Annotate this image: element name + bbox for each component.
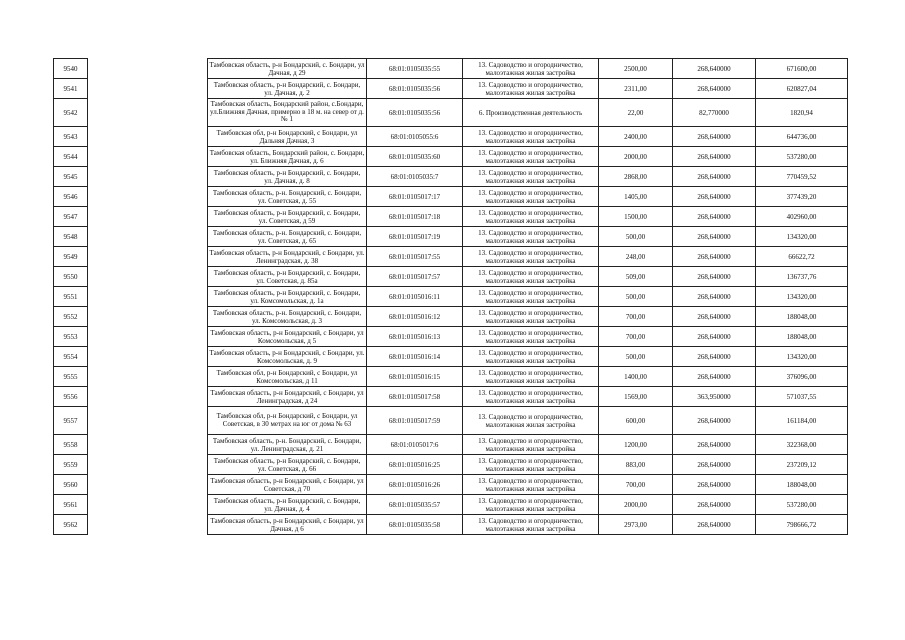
area-cell: 700,00: [599, 307, 673, 327]
specific-value-cell: 268,640000: [673, 367, 756, 387]
row-number: 9544: [54, 147, 88, 167]
area-cell: 248,00: [599, 247, 673, 267]
cadastral-value-cell: 770459,52: [756, 167, 848, 187]
cadastral-value-cell: 322368,00: [756, 435, 848, 455]
row-number: 9546: [54, 187, 88, 207]
address-cell: Тамбовская область, р-н Бондарский, с Бондари, ул. Ленинградская, д. 38: [209, 248, 365, 265]
specific-value-cell: 363,950000: [673, 387, 756, 407]
specific-value-cell: 268,640000: [673, 207, 756, 227]
cadastral-number-cell: 68:01:0105016:12: [367, 307, 463, 327]
spacer-cell: [88, 227, 208, 247]
spacer-cell: [88, 515, 208, 535]
area-cell: 1400,00: [599, 367, 673, 387]
table-row: [54, 187, 848, 207]
area-cell: 883,00: [599, 455, 673, 475]
land-use-cell: 13. Садоводство и огородничество, малоэтажная жилая застройка: [463, 307, 599, 327]
row-number: 9558: [54, 435, 88, 455]
area-cell: 2973,00: [599, 515, 673, 535]
land-use-cell: 13. Садоводство и огородничество, малоэтажная жилая застройка: [463, 455, 599, 475]
cadastral-number-cell: 68:01:0105035:55: [367, 59, 463, 79]
specific-value-cell: 268,640000: [673, 127, 756, 147]
cadastral-value-cell: 376096,00: [756, 367, 848, 387]
specific-value-cell: 268,640000: [673, 147, 756, 167]
cadastral-number-cell: 68:01:0105016:26: [367, 475, 463, 495]
cadastral-number-cell: 68:01:0105017:59: [367, 407, 463, 435]
row-number: 9556: [54, 387, 88, 407]
area-cell: 500,00: [599, 287, 673, 307]
land-use-cell: 13. Садоводство и огородничество, малоэтажная жилая застройка: [463, 59, 599, 79]
row-number: 9543: [54, 127, 88, 147]
land-use-cell: 13. Садоводство и огородничество, малоэтажная жилая застройка: [463, 207, 599, 227]
cadastral-number-cell: 68:01:0105035:57: [367, 495, 463, 515]
area-cell: 700,00: [599, 475, 673, 495]
address-cell: Тамбовская область, р-н Бондарский, с Бондари, ул. Комсомольская, д. 9: [209, 348, 365, 365]
cadastral-value-cell: 402960,00: [756, 207, 848, 227]
cadastral-value-cell: 377439,20: [756, 187, 848, 207]
area-cell: 2400,00: [599, 127, 673, 147]
table-row: [54, 287, 848, 307]
table-row: [54, 147, 848, 167]
spacer-cell: [88, 367, 208, 387]
specific-value-cell: 268,640000: [673, 407, 756, 435]
cadastral-number-cell: 68:01:0105035:58: [367, 515, 463, 535]
cadastral-value-cell: 644736,00: [756, 127, 848, 147]
cadastral-number-cell: 68:01:0105017:17: [367, 187, 463, 207]
table-row: [54, 79, 848, 99]
address-cell: Тамбовская область, Бондарский район, с.Бондари, ул.Ближняя Дачная, примерно в 18 м. на север от д. № 1: [208, 99, 367, 127]
cadastral-number-cell: 68:01:0105017:57: [367, 267, 463, 287]
spacer-cell: [88, 187, 208, 207]
cadastral-value-cell: 188048,00: [756, 327, 848, 347]
table-row: [54, 59, 848, 79]
cadastral-value-cell: 620827,04: [756, 79, 848, 99]
area-cell: 600,00: [599, 407, 673, 435]
specific-value-cell: 268,640000: [673, 287, 756, 307]
table-row: [54, 267, 848, 287]
address-cell: Тамбовская область, р-н. Бондарский, с. Бондари, ул. Ленинградская, д. 21: [208, 435, 367, 455]
area-cell: 2000,00: [599, 495, 673, 515]
spacer-cell: [88, 387, 208, 407]
cadastral-value-cell: 134320,00: [756, 347, 848, 367]
specific-value-cell: 268,640000: [673, 247, 756, 267]
specific-value-cell: 268,640000: [673, 79, 756, 99]
row-number: 9540: [54, 59, 88, 79]
table-body: [54, 59, 848, 535]
land-use-cell: 13. Садоводство и огородничество, малоэтажная жилая застройка: [463, 387, 599, 407]
table-row: [54, 99, 848, 127]
cadastral-number-cell: 68:01:0105035:56: [367, 79, 463, 99]
cadastral-value-cell: 188048,00: [756, 475, 848, 495]
cadastral-number-cell: 68:01:0105016:15: [367, 367, 463, 387]
row-number: 9562: [54, 515, 88, 535]
table-row: [54, 347, 848, 367]
document-sheet: [53, 58, 848, 535]
row-number: 9549: [54, 247, 88, 267]
cadastral-number-cell: 68:01:0105016:11: [367, 287, 463, 307]
table-row: [54, 127, 848, 147]
cadastral-value-cell: 571037,55: [756, 387, 848, 407]
area-cell: 2500,00: [599, 59, 673, 79]
land-use-cell: 13. Садоводство и огородничество, малоэтажная жилая застройка: [463, 367, 599, 387]
row-number: 9548: [54, 227, 88, 247]
cadastral-value-cell: 798666,72: [756, 515, 848, 535]
address-cell: Тамбовская область, Бондарский район, с. Бондари, ул. Ближняя Дачная, д. 6: [208, 147, 367, 167]
address-cell: Тамбовская область, р-н Бондарский, с Бондари, ул Ленинградская, д 24: [208, 387, 367, 407]
specific-value-cell: 268,640000: [673, 59, 756, 79]
cadastral-value-cell: 671600,00: [756, 59, 848, 79]
cadastral-value-cell: 66622,72: [756, 247, 848, 267]
row-number: 9541: [54, 79, 88, 99]
row-number: 9560: [54, 475, 88, 495]
specific-value-cell: 268,640000: [673, 495, 756, 515]
land-use-cell: 13. Садоводство и огородничество, малоэтажная жилая застройка: [463, 435, 599, 455]
land-use-cell: 13. Садоводство и огородничество, малоэтажная жилая застройка: [463, 127, 599, 147]
table-row: [54, 327, 848, 347]
address-cell: Тамбовская область, р-н Бондарский, с. Бондари, ул. Советская, д. 85а: [208, 267, 367, 287]
row-number: 9542: [54, 99, 88, 127]
cadastral-number-cell: 68:01:0105035:56: [367, 99, 463, 127]
cadastral-number-cell: 68:01:0105016:25: [367, 455, 463, 475]
land-use-cell: 13. Садоводство и огородничество, малоэтажная жилая застройка: [463, 515, 599, 535]
spacer-cell: [88, 207, 208, 227]
specific-value-cell: 268,640000: [673, 455, 756, 475]
address-cell: Тамбовская область, р-н Бондарский, с. Бондари, ул Дачная, д 29: [209, 60, 365, 77]
land-use-cell: 13. Садоводство и огородничество, малоэтажная жилая застройка: [463, 287, 599, 307]
spacer-cell: [88, 327, 208, 347]
row-number: 9554: [54, 347, 88, 367]
row-number: 9547: [54, 207, 88, 227]
table-row: [54, 167, 848, 187]
row-number: 9550: [54, 267, 88, 287]
cadastral-value-cell: 134320,00: [756, 287, 848, 307]
table-row: [54, 387, 848, 407]
row-number: 9561: [54, 495, 88, 515]
table-row: [54, 435, 848, 455]
area-cell: 509,00: [599, 267, 673, 287]
row-number: 9551: [54, 287, 88, 307]
table-row: [54, 495, 848, 515]
specific-value-cell: 268,640000: [673, 187, 756, 207]
address-cell: Тамбовская область, р-н Бондарский, с. Бондари, ул. Советская, д. 66: [208, 455, 367, 475]
specific-value-cell: 268,640000: [673, 327, 756, 347]
table-row: [54, 307, 848, 327]
cadastral-value-cell: 134320,00: [756, 227, 848, 247]
cadastral-value-cell: 537280,00: [756, 495, 848, 515]
address-cell: Тамбовская область, р-н Бондарский, с. Бондари, ул. Советская, д 59: [208, 207, 367, 227]
area-cell: 1500,00: [599, 207, 673, 227]
spacer-cell: [88, 267, 208, 287]
spacer-cell: [88, 347, 208, 367]
address-cell: Тамбовская обл, р-н Бондарский, с Бондари, ул Дальняя Дачная, 3: [208, 127, 367, 147]
table-row: [54, 455, 848, 475]
cadastral-number-cell: 68:01:0105017:58: [367, 387, 463, 407]
row-number: 9552: [54, 307, 88, 327]
land-use-cell: 13. Садоводство и огородничество, малоэтажная жилая застройка: [463, 407, 599, 435]
area-cell: 1569,00: [599, 387, 673, 407]
cadastral-value-cell: 537280,00: [756, 147, 848, 167]
address-cell: Тамбовская область, р-н. Бондарский, с. Бондари, ул. Советская, д. 55: [208, 187, 367, 207]
spacer-cell: [88, 59, 208, 79]
table-row: [54, 227, 848, 247]
cadastral-value-cell: 1820,94: [756, 99, 848, 127]
area-cell: 500,00: [599, 227, 673, 247]
address-cell: Тамбовская область, р-н. Бондарский, с. Бондари, ул. Комсомольская, д. 3: [208, 307, 367, 327]
land-use-cell: 13. Садоводство и огородничество, малоэтажная жилая застройка: [463, 227, 599, 247]
address-cell: Тамбовская область, р-н. Бондарский, с. Бондари, ул. Советская, д. 65: [208, 227, 367, 247]
address-cell: Тамбовская область, р-н Бондарский, с. Бондари, ул. Дачная, д. 8: [208, 167, 367, 187]
cadastral-number-cell: 68:01:0105017:55: [367, 247, 463, 267]
cadastral-number-cell: 68:01:0105016:13: [367, 327, 463, 347]
spacer-cell: [88, 495, 208, 515]
cadastral-value-cell: 237209,12: [756, 455, 848, 475]
spacer-cell: [88, 307, 208, 327]
table-row: [54, 367, 848, 387]
table-row: [54, 475, 848, 495]
area-cell: 22,00: [599, 99, 673, 127]
specific-value-cell: 268,640000: [673, 435, 756, 455]
land-use-cell: 13. Садоводство и огородничество, малоэтажная жилая застройка: [463, 267, 599, 287]
address-cell: Тамбовская область, р-н Бондарский, с Бондари, ул Дачная, д 6: [208, 515, 367, 535]
cadastral-number-cell: 68:01:0105017:18: [367, 207, 463, 227]
specific-value-cell: 268,640000: [673, 307, 756, 327]
row-number: 9553: [54, 327, 88, 347]
specific-value-cell: 268,640000: [673, 227, 756, 247]
row-number: 9555: [54, 367, 88, 387]
table-row: [54, 207, 848, 227]
row-number: 9559: [54, 455, 88, 475]
area-cell: 700,00: [599, 327, 673, 347]
address-cell: Тамбовская область, р-н Бондарский, с Бондари, ул Советская, д 70: [208, 475, 367, 495]
address-cell: Тамбовская область, р-н Бондарский, с. Бондари, ул. Дачная, д. 2: [208, 79, 367, 99]
spacer-cell: [88, 167, 208, 187]
specific-value-cell: 268,640000: [673, 347, 756, 367]
spacer-cell: [88, 147, 208, 167]
specific-value-cell: 268,640000: [673, 475, 756, 495]
land-use-cell: 13. Садоводство и огородничество, малоэтажная жилая застройка: [463, 147, 599, 167]
cadastral-value-cell: 136737,76: [756, 267, 848, 287]
specific-value-cell: 82,770000: [673, 99, 756, 127]
address-cell: Тамбовская область, р-н Бондарский, с. Бондари, ул. Комсомольская, д. 1а: [208, 287, 367, 307]
row-number: 9545: [54, 167, 88, 187]
cadastral-number-cell: 68:01:0105035:7: [367, 167, 463, 187]
table-row: [54, 247, 848, 267]
area-cell: 2868,00: [599, 167, 673, 187]
area-cell: 1405,00: [599, 187, 673, 207]
spacer-cell: [88, 247, 208, 267]
land-use-cell: 13. Садоводство и огородничество, малоэтажная жилая застройка: [463, 247, 599, 267]
cadastral-number-cell: 68:01:0105016:14: [367, 347, 463, 367]
area-cell: 2311,00: [599, 79, 673, 99]
cadastral-value-table: [53, 58, 848, 535]
address-cell: Тамбовская обл, р-н Бондарский, с Бондари, ул Советская, в 30 метрах на юг от дома № 63: [208, 407, 367, 435]
cadastral-number-cell: 68:01:0105035:60: [367, 147, 463, 167]
specific-value-cell: 268,640000: [673, 515, 756, 535]
land-use-cell: 13. Садоводство и огородничество, малоэтажная жилая застройка: [463, 475, 599, 495]
area-cell: 500,00: [599, 347, 673, 367]
cadastral-value-cell: 188048,00: [756, 307, 848, 327]
land-use-cell: 13. Садоводство и огородничество, малоэтажная жилая застройка: [463, 187, 599, 207]
table-row: [54, 407, 848, 435]
land-use-cell: 13. Садоводство и огородничество, малоэтажная жилая застройка: [463, 167, 599, 187]
area-cell: 2000,00: [599, 147, 673, 167]
table-row: [54, 515, 848, 535]
cadastral-number-cell: 68:01:0105017:19: [367, 227, 463, 247]
cadastral-number-cell: 68:01:0105055:6: [367, 127, 463, 147]
land-use-cell: 6. Производственная деятельность: [463, 99, 599, 127]
spacer-cell: [88, 455, 208, 475]
cadastral-number-cell: 68:01:0105017:6: [367, 435, 463, 455]
land-use-cell: 13. Садоводство и огородничество, малоэтажная жилая застройка: [463, 79, 599, 99]
area-cell: 1200,00: [599, 435, 673, 455]
cadastral-value-cell: 161184,00: [756, 407, 848, 435]
row-number: 9557: [54, 407, 88, 435]
specific-value-cell: 268,640000: [673, 167, 756, 187]
spacer-cell: [88, 79, 208, 99]
land-use-cell: 13. Садоводство и огородничество, малоэтажная жилая застройка: [463, 327, 599, 347]
address-cell: Тамбовская область, р-н Бондарский, с Бондари, ул Комсомольская, д 5: [208, 327, 367, 347]
land-use-cell: 13. Садоводство и огородничество, малоэтажная жилая застройка: [463, 347, 599, 367]
spacer-cell: [88, 287, 208, 307]
address-cell: Тамбовская область, р-н Бондарский, с. Бондари, ул. Дачная, д. 4: [208, 495, 367, 515]
specific-value-cell: 268,640000: [673, 267, 756, 287]
spacer-cell: [88, 475, 208, 495]
address-cell: Тамбовская обл, р-н Бондарский, с Бондари, ул Комсомольская, д 11: [208, 367, 367, 387]
spacer-cell: [88, 435, 208, 455]
spacer-cell: [88, 407, 208, 435]
spacer-cell: [88, 127, 208, 147]
land-use-cell: 13. Садоводство и огородничество, малоэтажная жилая застройка: [463, 495, 599, 515]
spacer-cell: [88, 99, 208, 127]
